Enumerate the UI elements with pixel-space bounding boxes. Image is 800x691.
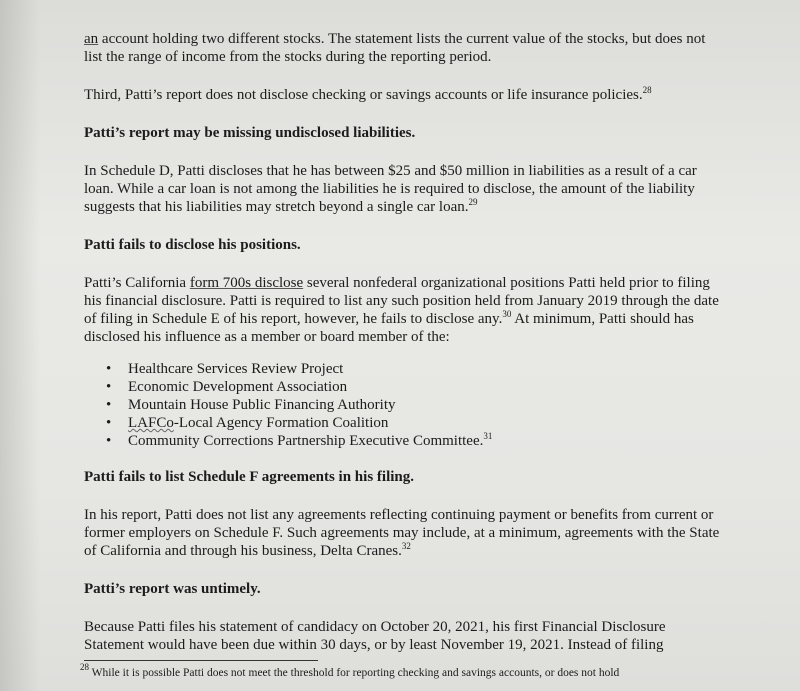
bullet-glyph: • (106, 361, 112, 377)
list-item (106, 396, 724, 414)
liabilities-text: In Schedule D, Patti discloses that he has between $25 and $50 million in liabilities as a result of a car loan. While a car loan is not among the liabilities he is required to disclose, the amount of the liability suggests that his liabilities may stretch beyond a single car loan. (84, 163, 697, 215)
paragraph-untimely: Because Patti files his statement of candidacy on October 20, 2021, his first Financial Disclosure Statement would have been due within 30 days, or by least November 19, 2021. Instead of filing (84, 619, 666, 653)
continued-first-word: an (84, 31, 99, 47)
positions-text-pre: Patti’s California (84, 275, 190, 291)
bullet-glyph: • (106, 415, 112, 431)
paragraph-third (84, 86, 724, 104)
list-item (106, 360, 724, 378)
footnote-text: While it is possible Patti does not meet the threshold for reporting checking and savings accounts, or does not hold (89, 667, 620, 679)
paragraph-liabilities (84, 162, 724, 216)
list-item (106, 378, 724, 396)
footnote-ref-30[interactable]: 30 (502, 309, 512, 319)
form-700s-link[interactable]: form 700s disclose (189, 275, 304, 291)
lafco-spellcheck: LAFCo (128, 415, 174, 431)
list-item (106, 414, 724, 432)
heading-schedule-f: Patti fails to list Schedule F agreements in his filing. (84, 469, 414, 485)
list-item-text: -Local Agency Formation Coalition (173, 415, 389, 431)
positions-text-post: At minimum, Patti should has disclosed his influence as a member or board member of the: (84, 311, 694, 345)
schedule-f-text: In his report, Patti does not list any agreements reflecting continuing payment or benefits from current or former employers on Schedule F. Such agreements may include, at a minimum, agreements with the State of California and through his business, Delta Cranes. (84, 507, 720, 559)
list-item-text: Healthcare Services Review Project (128, 361, 344, 377)
list-item-text: Community Corrections Partnership Executive Committee. (128, 433, 484, 449)
footnote-ref-32[interactable]: 32 (401, 541, 411, 551)
positions-text-mid: several nonfederal organizational positions Patti held prior to filing his financial disclosure. Patti is required to list any such position held from January 2019 through the date of filing in Schedule E of his report, however, he fails to disclose any. (84, 275, 719, 327)
footnote-ref-29[interactable]: 29 (468, 197, 478, 207)
footnote-ref-31[interactable]: 31 (483, 431, 493, 441)
footnote-number: 28 (80, 662, 89, 672)
list-item-text: Mountain House Public Financing Authority (128, 397, 396, 413)
page-shadow (0, 0, 40, 691)
heading-liabilities: Patti’s report may be missing undisclosed liabilities. (84, 125, 416, 141)
list-item (106, 432, 724, 450)
bullet-glyph: • (106, 433, 112, 449)
positions-list (84, 360, 724, 450)
footnote-separator (84, 660, 318, 661)
paragraph-positions (84, 274, 724, 346)
continued-text: account holding two different stocks. The statement lists the current value of the stocks, but does not list the range of income from the stocks during the reporting period. (84, 31, 706, 65)
footnote-ref-28[interactable]: 28 (642, 85, 652, 95)
bullet-glyph: • (106, 397, 112, 413)
paragraph-schedule-f (84, 506, 724, 560)
third-text: Third, Patti’s report does not disclose checking or savings accounts or life insurance policies. (84, 87, 643, 103)
list-item-text: Economic Development Association (128, 379, 348, 395)
paragraph-continued (84, 30, 724, 66)
document-body (84, 30, 724, 654)
heading-untimely: Patti’s report was untimely. (84, 581, 261, 597)
heading-positions: Patti fails to disclose his positions. (84, 237, 301, 253)
bullet-glyph: • (106, 379, 112, 395)
footnote-28 (80, 662, 780, 680)
